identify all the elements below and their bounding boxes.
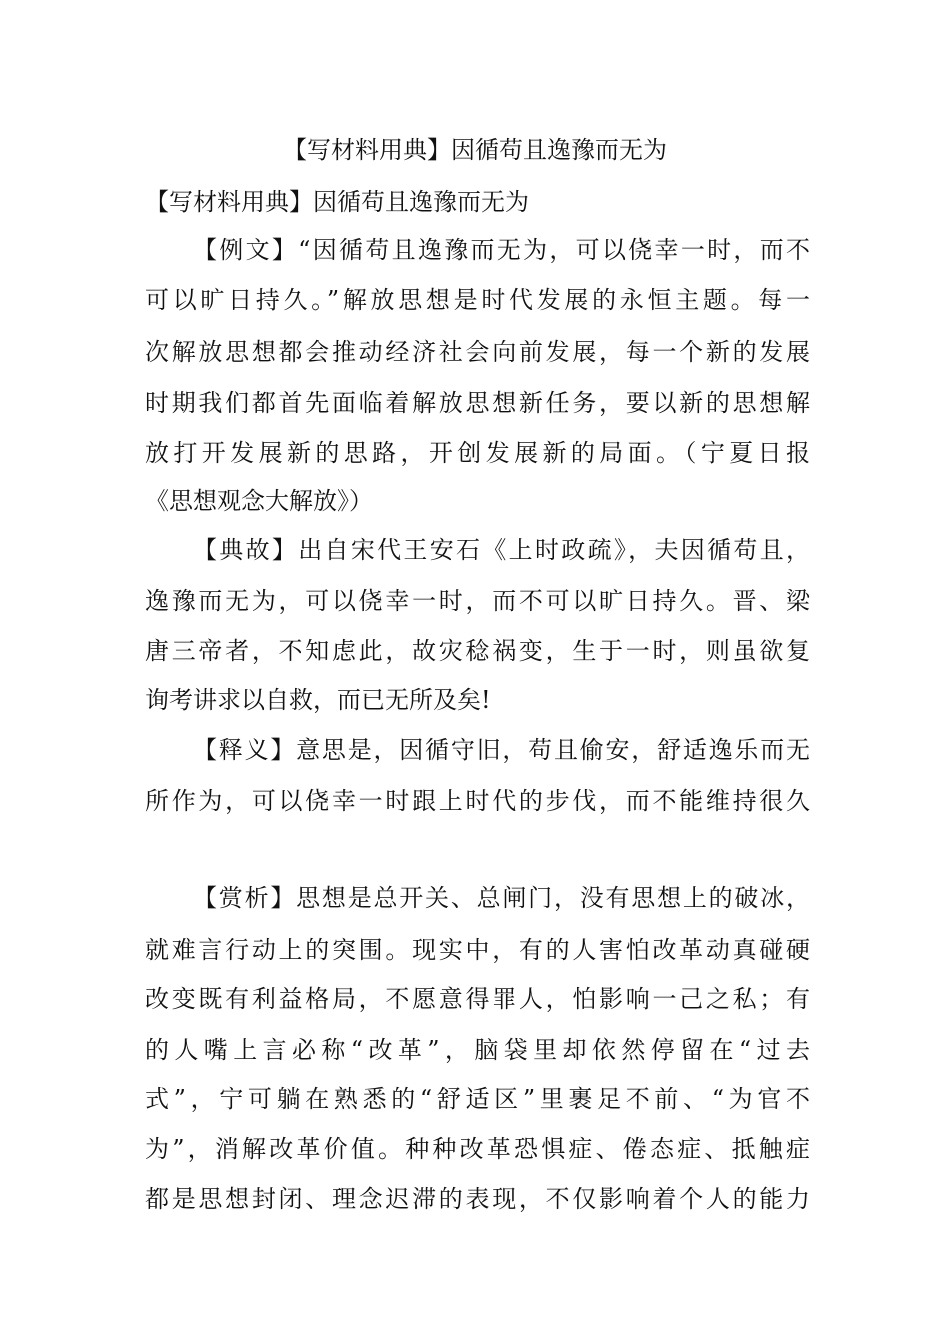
paragraph-line: 《思想观念大解放》） [145, 487, 373, 515]
paragraph-line: 放打开发展新的思路，开创发展新的局面。（宁夏日报 [145, 439, 810, 467]
paragraph-line: 时期我们都首先面临着解放思想新任务，要以新的思想解 [145, 389, 810, 417]
paragraph-line: 逸豫而无为，可以侥幸一时，而不可以旷日持久。晋、梁 [145, 587, 810, 615]
paragraph-line: 【释义】意思是，因循守旧，苟且偷安，舒适逸乐而无 [193, 736, 810, 764]
paragraph-line: 【赏析】思想是总开关、总闸门，没有思想上的破冰， [193, 884, 810, 912]
paragraph-line: 【典故】出自宋代王安石《上时政疏》，夫因循苟且， [193, 536, 810, 564]
paragraph-line: 就难言行动上的突围。现实中，有的人害怕改革动真碰硬 [145, 936, 810, 964]
paragraph-line: 次解放思想都会推动经济社会向前发展，每一个新的发展 [145, 338, 810, 366]
paragraph-line: 的人嘴上言必称“改革”，脑袋里却依然停留在“过去 [145, 1036, 810, 1064]
document-subtitle: 【写材料用典】因循苟且逸豫而无为 [145, 188, 529, 216]
paragraph-line: 询考讲求以自救，而已无所及矣! [145, 686, 491, 714]
paragraph-line: 所作为，可以侥幸一时跟上时代的步伐，而不能维持很久 [145, 787, 810, 815]
document-title: 【写材料用典】因循苟且逸豫而无为 [283, 136, 667, 164]
paragraph-line: 改变既有利益格局，不愿意得罪人，怕影响一己之私；有 [145, 985, 810, 1013]
paragraph-line: 式”，宁可躺在熟悉的“舒适区”里裹足不前、“为官不 [145, 1085, 810, 1113]
paragraph-line: 可以旷日持久。”解放思想是时代发展的永恒主题。每一 [145, 286, 810, 314]
paragraph-line: 唐三帝者，不知虑此，故灾稔祸变，生于一时，则虽欲复 [145, 637, 810, 665]
paragraph-line: 都是思想封闭、理念迟滞的表现，不仅影响着个人的能力 [145, 1185, 810, 1213]
paragraph-line: 为”，消解改革价值。种种改革恐惧症、倦态症、抵触症 [145, 1135, 810, 1163]
paragraph-line: 【例文】“因循苟且逸豫而无为，可以侥幸一时，而不 [193, 236, 810, 264]
